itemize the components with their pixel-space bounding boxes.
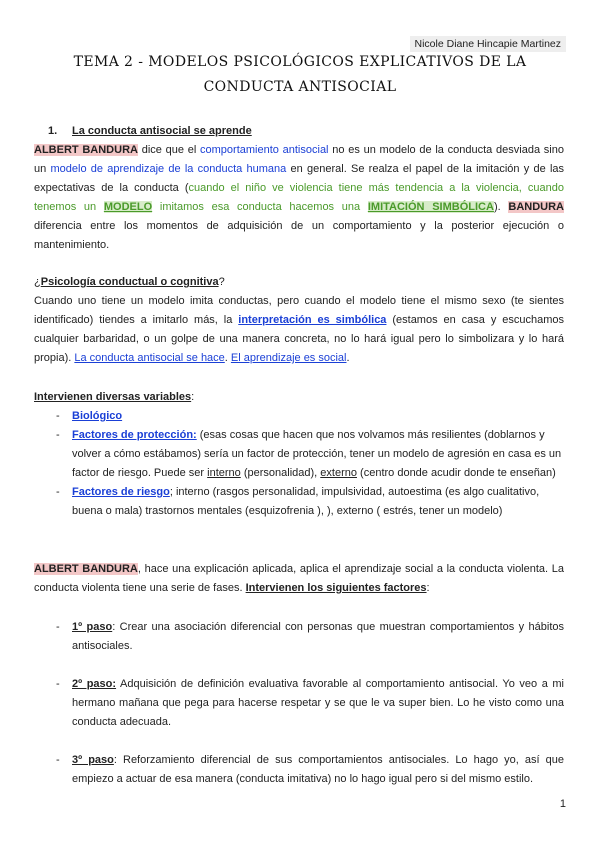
example-text-2: imitamos esa conducta hacemos una xyxy=(152,201,368,213)
text-segment: no es un modelo de la conducta desviada sino un xyxy=(34,144,564,175)
author-name: Nicole Diane Hincapie Martinez xyxy=(410,36,566,52)
link-conducta-antisocial[interactable]: La conducta antisocial se hace xyxy=(74,352,225,364)
link-factores-proteccion[interactable]: Factores de protección: xyxy=(72,429,197,441)
paso-list xyxy=(34,618,564,656)
term-comportamiento-antisocial: comportamiento antisocial xyxy=(200,144,329,156)
highlight-bandura: BANDURA xyxy=(508,201,564,213)
term-interno: interno xyxy=(207,467,241,479)
text-segment: (centro donde acudir donde te enseñan) xyxy=(356,467,556,479)
paso-1-text: : Crear una asociación diferencial con personas que muestran comportamientos y hábitos antisociales. xyxy=(72,621,564,652)
factores-heading: Intervienen los siguientes factores xyxy=(245,582,427,594)
paso-1 xyxy=(34,618,564,656)
text-segment: (esas cosas que hacen que nos volvamos más resilientes (doblarnos y volver a cómo estábamos) sería un factor de protección, tener un modelo de agresión en casa es un factor de riesgo. Puede ser xyxy=(72,429,562,479)
text-segment: (estamos en casa y escuchamos cualquier barbaridad, o un golpe de una manera concreta, no lo hará igual pero lo simbolizara y lo hará propia). xyxy=(34,314,564,364)
paso-list xyxy=(34,751,564,789)
paso-2 xyxy=(34,675,564,732)
paso-3 xyxy=(34,751,564,789)
page-number: 1 xyxy=(559,798,566,810)
text-segment: ; interno (rasgos personalidad, impulsividad, autoestima (es algo cualitativo, buena o mala) trastornos mentales (esquizofrenia ), ), externo ( estrés, tener un modelo) xyxy=(72,486,540,517)
link-aprendizaje-social[interactable]: El aprendizaje es social xyxy=(230,352,347,364)
section-1-paragraph xyxy=(34,141,564,255)
paso-list xyxy=(34,675,564,732)
section-variables xyxy=(34,388,564,521)
text-segment: Cuando uno tiene un modelo imita conductas, pero cuando el modelo tiene el mismo sexo (te sientes identificado) tiendes a imitarlo más, la xyxy=(34,295,564,326)
page-title xyxy=(40,50,560,100)
list-item xyxy=(34,426,564,483)
link-interpretacion-simbolica[interactable]: interpretación es simbólica xyxy=(238,314,387,326)
list-item xyxy=(34,618,564,656)
list-item xyxy=(34,751,564,789)
psicologia-paragraph xyxy=(34,292,564,368)
title-line-1: TEMA 2 - MODELOS PSICOLÓGICOS EXPLICATIVOS DE LA xyxy=(73,54,527,70)
title-line-2: CONDUCTA ANTISOCIAL xyxy=(203,79,397,95)
colon: : xyxy=(191,391,195,403)
text-segment: . xyxy=(224,352,231,364)
section-1-title: La conducta antisocial se aprende xyxy=(72,125,252,137)
variables-list xyxy=(34,407,564,521)
text-segment: . xyxy=(346,352,350,364)
link-biologico[interactable]: Biológico xyxy=(72,410,123,422)
link-factores-riesgo[interactable]: Factores de riesgo xyxy=(72,486,170,498)
question-open: ¿ xyxy=(34,276,41,288)
list-item xyxy=(34,675,564,732)
term-modelo-aprendizaje: modelo de aprendizaje de la conducta humana xyxy=(50,163,287,175)
paso-2-label: 2º paso: xyxy=(72,678,117,690)
text-segment: diferencia entre los momentos de adquisición de un comportamiento y la posterior ejecución o mantenimiento. xyxy=(34,220,564,251)
text-segment: ). xyxy=(493,201,509,213)
variables-heading xyxy=(34,388,564,407)
text-segment: , hace una explicación aplicada, aplica el aprendizaje social a la conducta violenta. La conducta violenta tiene una serie de fases. xyxy=(34,563,564,594)
paso-2-text: Adquisición de definición evaluativa favorable al comportamiento antisocial. Yo veo a mi hermano mañana que pega para hacerse respetar y se que le va super bien. Lo he visto como una conducta adecuada. xyxy=(72,678,565,728)
highlight-albert-bandura-2: ALBERT BANDURA xyxy=(34,563,138,575)
highlight-modelo: MODELO xyxy=(103,201,153,213)
example-text-1: cuando el niño ve violencia tiene más tendencia a la violencia, cuando tenemos un xyxy=(34,182,564,213)
paso-1-label: 1º paso xyxy=(72,621,113,633)
psicologia-title: Psicología conductual o cognitiva xyxy=(40,276,219,288)
highlight-albert-bandura: ALBERT BANDURA xyxy=(34,144,138,156)
psicologia-heading xyxy=(34,273,564,292)
variables-title: Intervienen diversas variables xyxy=(34,391,192,403)
colon: : xyxy=(426,582,430,594)
section-psicologia xyxy=(34,273,564,368)
paso-3-text: : Reforzamiento diferencial de sus comportamientos antisociales. Lo hago yo, así que empiezo a actuar de esa manera (conducta imitativa) no lo hago igual pero si del mismo estilo. xyxy=(72,754,564,785)
section-1-number: 1. xyxy=(48,125,58,137)
section-1-heading xyxy=(34,122,564,141)
bandura-paragraph xyxy=(34,560,564,598)
list-item xyxy=(34,407,564,426)
text-segment: dice que el xyxy=(137,144,201,156)
text-segment: en general. Se realza el papel de la imitación y de las expectativas de la conducta ( xyxy=(34,163,565,194)
section-bandura-aplicada xyxy=(34,560,564,598)
term-externo: externo xyxy=(320,467,357,479)
question-close: ? xyxy=(218,276,225,288)
list-item xyxy=(34,483,564,521)
section-1 xyxy=(34,122,564,255)
highlight-imitacion-simbolica: IMITACIÓN SIMBÓLICA xyxy=(367,201,494,213)
paso-3-label: 3º paso xyxy=(72,754,114,766)
text-segment: (personalidad), xyxy=(240,467,321,479)
